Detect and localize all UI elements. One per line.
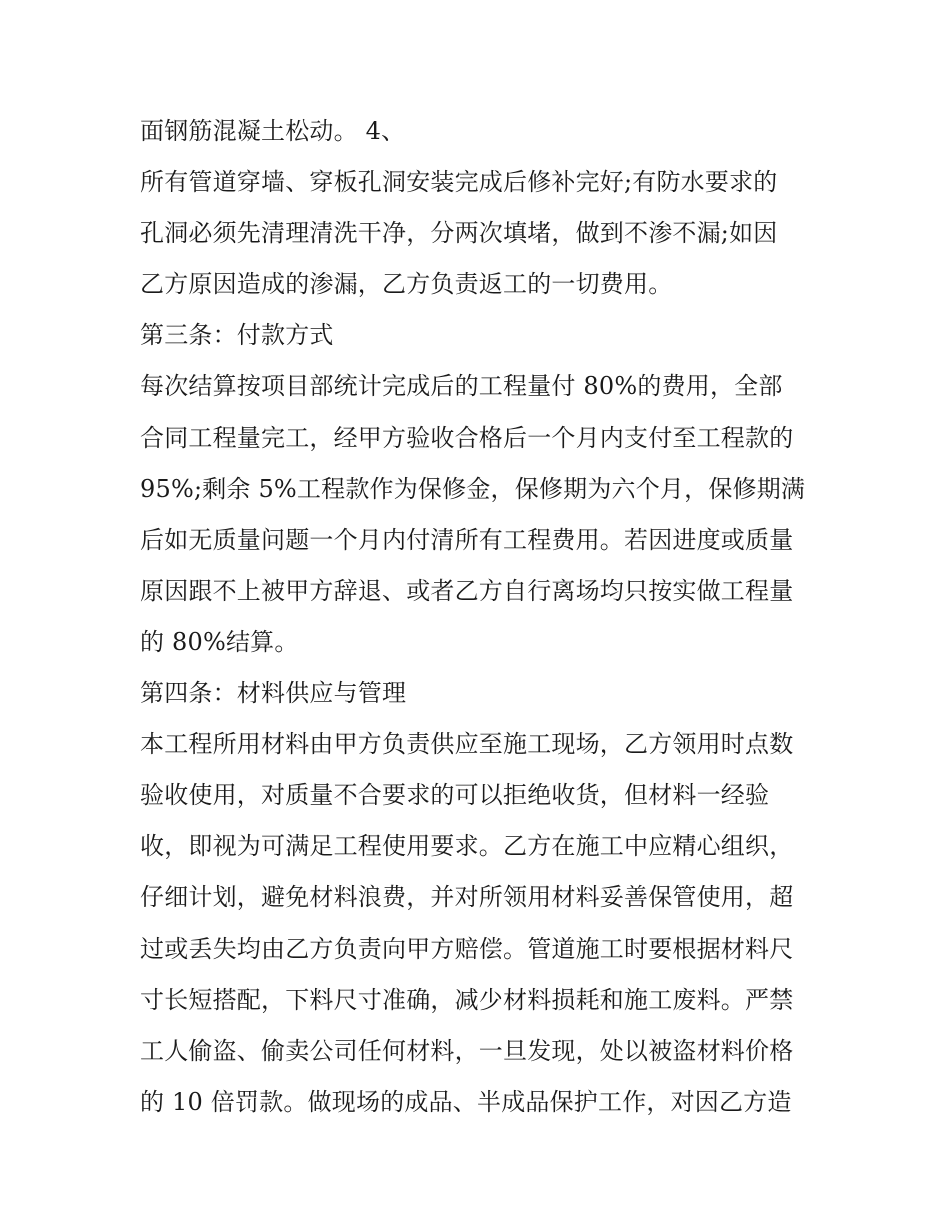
text-line: 合同工程量完工，经甲方验收合格后一个月内支付至工程款的 bbox=[140, 423, 794, 452]
text-line: 所有管道穿墙、穿板孔洞安装完成后修补完好;有防水要求的 bbox=[140, 168, 778, 197]
text-line: 原因跟不上被甲方辞退、或者乙方自行离场均只按实做工程量 bbox=[140, 576, 794, 605]
text-line: 验收使用，对质量不合要求的可以拒绝收货，但材料一经验 bbox=[140, 781, 770, 810]
text-line: 的 80%结算。 bbox=[140, 627, 299, 656]
text-line: 过或丢失均由乙方负责向甲方赔偿。管道施工时要根据材料尺 bbox=[140, 934, 794, 963]
text-line: 面钢筋混凝土松动。 4、 bbox=[140, 117, 406, 145]
text-line: 乙方原因造成的渗漏，乙方负责返工的一切费用。 bbox=[140, 270, 673, 299]
text-line: 的 10 倍罚款。做现场的成品、半成品保护工作，对因乙方造 bbox=[140, 1087, 792, 1116]
text-line: 寸长短搭配，下料尺寸准确，减少材料损耗和施工废料。严禁 bbox=[140, 985, 794, 1014]
text-line: 后如无质量问题一个月内付清所有工程费用。若因进度或质量 bbox=[140, 525, 794, 554]
text-line: 95%;剩余 5%工程款作为保修金，保修期为六个月，保修期满 bbox=[140, 474, 806, 503]
text-line: 孔洞必须先清理清洗干净，分两次填堵，做到不渗不漏;如因 bbox=[140, 219, 778, 248]
document-body bbox=[140, 106, 820, 1128]
text-line: 工人偷盗、偷卖公司任何材料，一旦发现，处以被盗材料价格 bbox=[140, 1036, 794, 1065]
text-line: 每次结算按项目部统计完成后的工程量付 80%的费用，全部 bbox=[140, 372, 783, 401]
text-line: 本工程所用材料由甲方负责供应至施工现场，乙方领用时点数 bbox=[140, 730, 794, 759]
text-line: 收，即视为可满足工程使用要求。乙方在施工中应精心组织， bbox=[140, 832, 794, 861]
text-line: 仔细计划，避免材料浪费，并对所领用材料妥善保管使用，超 bbox=[140, 883, 794, 912]
section-heading-3: 第三条：付款方式 bbox=[140, 321, 334, 350]
section-heading-4: 第四条：材料供应与管理 bbox=[140, 679, 407, 708]
